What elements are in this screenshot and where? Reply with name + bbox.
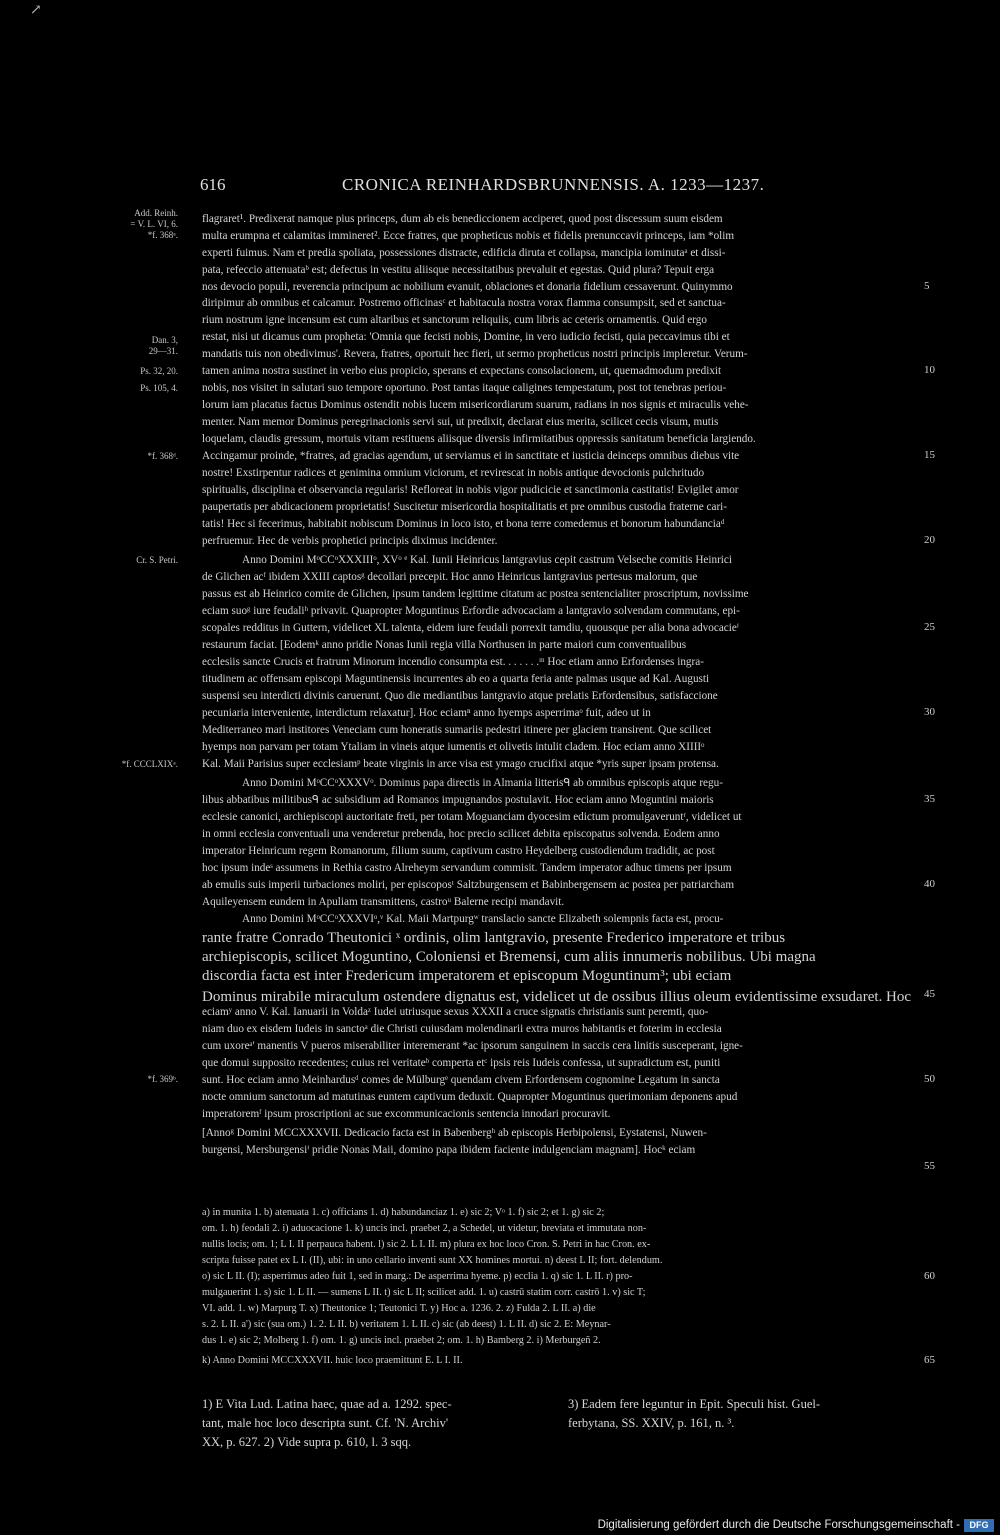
page-number: 616	[200, 175, 226, 194]
footnote-line: XX, p. 627. 2) Vide supra p. 610, l. 3 sqq.	[202, 1435, 412, 1449]
apparatus-line: a) in munita 1. b) atenuata 1. c) officians 1. d) habundanciaz 1. e) sic 2; Vᵒ 1. f) sic 2; et 1. g) sic 2;	[202, 1207, 605, 1218]
text-line: diripimur ab omnibus et calcamur. Postremo officinasᶜ et habitacula nostra vorax flamma consumpsit, sed et sanctua-	[202, 297, 726, 309]
dfg-logo: DFG	[964, 1519, 994, 1532]
text-line: hoc ipsum indeˢ assumens in Rethia castro Alreheym servandum commisit. Tandem imperator adhuc timens per ipsum	[202, 862, 732, 874]
line-number: 30	[924, 706, 935, 718]
text-line: titudinem ac offensam episcopi Maguntinensis incurrentes ab eo a quarta feria ante palmas usque ad Kal. Augusti	[202, 673, 710, 685]
text-line: rium nostrum igne incensum est cum altaribus et sanctorum reliquiis, cum libris ac ceteris ornamentis. Quid ergo	[202, 314, 707, 326]
apparatus-line: nullis locis; om. 1; L I. II perpauca habent. l) sic 2. L I. II. m) plura ex hoc loco Cron. S. Petri in hac Cron. ex-	[202, 1239, 651, 1250]
line-number: 10	[924, 364, 935, 376]
margin-note: *f. 369ᵇ.	[147, 1074, 178, 1084]
apparatus-line: o) sic L II. (I); asperrimus adeo fuit 1, sed in marg.: De asperrima hyeme. p) ecclia 1. q) sic 1. L II. r) pro-	[202, 1271, 633, 1282]
text-line: scopales redditus in Guttern, videlicet XL talenta, eidem iure feudali porrexit tamdiu, quousque per alia bona advocacieⁱ	[202, 622, 739, 634]
line-number: 20	[924, 534, 935, 546]
margin-note: *f. 368ᵃ.	[147, 230, 178, 240]
text-line: Anno Domini MᵒCCᵒXXXIIIᵒ, XVᵒ ᵉ Kal. Iunii Heinricus lantgravius cepit castrum Velseche comitis Heinrici	[242, 554, 732, 566]
text-line: rante fratre Conrado Theutonici ˣ ordinis, olim lantgravio, presente Frederico imperatore et tribus	[202, 930, 786, 946]
margin-note: Cr. S. Petri.	[136, 555, 178, 565]
text-line: imperatoremᶠ ipsum proscriptioni ac sue excommunicacionis sentencia innodari procuravit.	[202, 1108, 611, 1120]
line-number: 40	[924, 878, 935, 890]
text-line: tamen anima nostra sustinet in verbo eius propicio, sperans et expectans consolacionem, ut, quemadmodum predixit	[202, 365, 722, 377]
text-line: nostre! Exstirpentur radices et genimina omnium viciorum, et revirescat in nobis antique devocionis pulchritudo	[202, 467, 705, 479]
line-number: 50	[924, 1073, 935, 1085]
text-line: nobis, nos visitet in salutari suo tempore oportuno. Post tantas itaque caligines tempestatum, post tot tenebras periou-	[202, 382, 727, 394]
text-line: sunt. Hoc eciam anno Meinhardusᵈ comes de Mülburgᵉ quendam civem Erfordensem cognomine Legatum in sancta	[202, 1074, 720, 1086]
footnote-line: tant, male hoc loco descripta sunt. Cf. 'N. Archiv'	[202, 1416, 449, 1430]
digitization-credit: Digitalisierung gefördert durch die Deutsche Forschungsgemeinschaft -	[597, 1519, 960, 1531]
text-line: burgensi, Mersburgensiⁱ pridie Nonas Maii, domino papa ibidem faciente indulgenciam magnam]. Hocᵏ eciam	[202, 1144, 696, 1156]
text-line: discordia facta est inter Fredericum imperatorem et episcopum Moguntinum³; ubi eciam	[202, 968, 732, 984]
line-number: 55	[924, 1160, 935, 1172]
line-number: 15	[924, 449, 935, 461]
text-line: in omni ecclesia conventuali una venderetur prebenda, hoc precio scilicet debita episcopatus solvenda. Eodem anno	[202, 828, 720, 840]
text-line: Dominus mirabile miraculum ostendere dignatus est, videlicet ut de ossibus illius oleum evidentissime exsudaret. Hoc	[202, 989, 912, 1005]
text-line: restat, nisi ut dicamus cum propheta: 'Omnia que fecisti nobis, Domine, in vero iudicio fecisti, quia peccavimus tibi et	[202, 331, 730, 343]
line-number: 25	[924, 621, 935, 633]
text-line: Accingamur proinde, *fratres, ad gracias agendum, ut serviamus ei in sanctitate et iusticia deinceps omnibus diebus vite	[202, 450, 740, 462]
text-line: loquelam, claudis gressum, mortuis vitam restituens aliisque diversis infirmitatibus oppressis sanitatum beneficia largiendo.	[202, 433, 756, 445]
margin-note: *f. CCCLXIXᵃ.	[121, 759, 178, 769]
text-line: paupertatis per abdicacionem proprietatis! Suscitetur misericordia hospitalitatis et pre omnibus custodia fraterne cari-	[202, 501, 728, 513]
text-line: nocte omnium sanctorum ad matutinas euntem captivum deduxit. Quapropter Moguntinus querimoniam deponens apud	[202, 1091, 738, 1103]
text-line: Anno Domini MᵒCCᵒXXXVᵒ. Dominus papa directis in Almania litterisᑫ ab omnibus episcopis atque regu-	[242, 777, 723, 789]
text-line: suspensi seu interdicti divinis caruerunt. Quo die mediantibus lantgravio atque prelatis Erfordensibus, satisfaccione	[202, 690, 718, 702]
apparatus-line: scripta fuisse patet ex L I. (II), ubi: in uno cellario inventi sunt XX homines mortui. n) deest L II; fort. delendum.	[202, 1255, 663, 1266]
text-line: hyemps non parvam per totam Ytaliam in vineis atque iumentis et olivetis intulit cladem. Hoc eciam anno XIIIIᵒ	[202, 741, 705, 753]
text-line: experti fuimus. Nam et predia spoliata, possessiones distracte, edificia diruta et collapsa, mancipia iominutaᵃ et dissi-	[202, 247, 726, 259]
footnote-line: 1) E Vita Lud. Latina haec, quae ad a. 1292. spec-	[202, 1397, 452, 1411]
apparatus-line: VI. add. 1. w) Marpurg T. x) Theutonice 1; Teutonici T. y) Hoc a. 1236. 2. z) Fulda 2. L II. a) die	[202, 1303, 596, 1314]
apparatus-line: k) Anno Domini MCCXXXVII. huic loco praemittunt E. L I. II.	[202, 1355, 463, 1366]
footnote-line: 3) Eadem fere leguntur in Epit. Speculi hist. Guel-	[568, 1397, 821, 1411]
margin-note: Dan. 3, 29—31.	[148, 335, 178, 356]
text-line: perfruemur. Hec de verbis prophetici principis diximus incidenter.	[202, 535, 498, 547]
apparatus-line: om. 1. h) feodali 2. i) aduocacione 1. k) uncis incl. praebet 2, a Schedel, ut videtur, breviata et immutata non-	[202, 1223, 647, 1234]
text-line: Anno Domini MᵒCCᵒXXXVIᵒ,ᵛ Kal. Maii Martpurgʷ translacio sancte Elizabeth solempnis facta est, procu-	[242, 913, 724, 925]
text-line: nos devocio populi, reverencia principum ac nobilium evanuit, oblaciones et donaria fidelium cessaverunt. Quinymmo	[202, 281, 733, 293]
text-line: Mediterraneo mari institores Veneciam cum honeratis sumariis pedestri itinere per glaciem transirent. Que scilicet	[202, 724, 712, 736]
text-line: restaurum faciat. [Eodemᵏ anno pridie Nonas Iunii regia villa Northusen in parte maiori cum conventualibus	[202, 639, 687, 651]
text-line: de Glichen acᶠ ibidem XXIII captosᵍ decollari precepit. Hoc anno Heinricus lantgravius pertesus malorum, que	[202, 571, 698, 583]
line-number: 60	[924, 1270, 935, 1282]
text-line: niam duo ex eisdem Iudeis in sanctoᵃ die Christi cuiusdam molendinarii extra muros habitantis et foterim in ecclesia	[202, 1023, 722, 1035]
running-header	[200, 175, 780, 201]
text-line: cum uxoreᵃ' manentis V pueros miserabiliter interemerant *ac ipsorum sanguinem in saccis cera linitis susceperant, igne-	[202, 1040, 743, 1052]
text-line: Kal. Maii Parisius super ecclesiamᵖ beate virginis in arce visa est ymago crucifixi atque *yris super ipsam protensa.	[202, 758, 719, 770]
text-line: eciamʸ anno V. Kal. Ianuarii in Voldaᶻ Iudei utriusque sexus XXXII a cruce signatis christianis sunt peremti, quo-	[202, 1006, 709, 1018]
text-line: imperator Heinricum regem Romanorum, filium suum, captivum castro Heydelberg custodiendum tradidit, ac post	[202, 845, 715, 857]
text-line: archiepiscopis, scilicet Moguntino, Coloniensi et Bremensi, cum aliis innumeris nobilibus. Ubi magna	[202, 949, 816, 965]
corner-mark: ↗	[30, 2, 42, 18]
line-number: 45	[924, 988, 935, 1000]
text-line: ecclesiis sancte Crucis et fratrum Minorum incendio consumpta est. . . . . . .ᵐ Hoc etiam anno Erfordenses ingra-	[202, 656, 704, 668]
text-line: spiritualis, disciplina et observancia regularis! Refloreat in nobis vigor pudicicie et sanctimonia castitatis! Evigilet amor	[202, 484, 739, 496]
text-line: multa erumpna et calamitas immineret². Ecce fratres, que propheticus nobis et fidelis prenunccavit princeps, iam *olim	[202, 230, 735, 242]
footnote-line: ferbytana, SS. XXIV, p. 161, n. ³.	[568, 1416, 735, 1430]
margin-note: *f. 368ᵈ.	[147, 451, 178, 461]
text-line: menter. Nam memor Dominus peregrinacionis servi sui, ut predixit, declarat eius merita, scilicet cecis visum, mutis	[202, 416, 719, 428]
line-number: 35	[924, 793, 935, 805]
text-line: flagraret¹. Predixerat namque pius princeps, dum ab eis benediccionem acciperet, quod post discessum suum eisdem	[202, 213, 723, 225]
text-line: que domui supposito recedentes; cuius rei veritateᵇ comperta etᶜ ipsis reis Iudeis confessa, ut supradictum est, puniti	[202, 1057, 721, 1069]
text-line: eciam suoᵍ iure feudaliʰ privavit. Quapropter Moguntinus Erfordie advocaciam a lantgravio solvendam commutans, epi-	[202, 605, 740, 617]
text-line: tatis! Hec si fecerimus, habitabit nobiscum Dominus in loco isto, et bona terre comedemus et bonorum habundanciaᵈ	[202, 518, 725, 530]
apparatus-line: mulgauerint 1. s) sic 1. L II. — sumens L II. t) sic L II; scilicet add. 1. u) castrū statim corr. castrō 1. v) sic T;	[202, 1287, 646, 1298]
margin-note: Ps. 32, 20.	[140, 366, 178, 376]
line-number: 65	[924, 1354, 935, 1366]
apparatus-line: s. 2. L II. a') sic (sua om.) 1. 2. L II. b) veritatem 1. L II. c) sic (ab deest) 1. L II. d) sic 2. E: Meynar-	[202, 1319, 611, 1330]
text-line: Aquileyensem eundem in Apuliam transmittens, castroᵘ Balerne recipi mandavit.	[202, 896, 565, 908]
margin-note: Ps. 105, 4.	[140, 383, 178, 393]
text-line: [Annoᵍ Domini MCCXXXVII. Dedicacio facta est in Babenbergʰ ab episcopis Herbipolensi, Eystatensi, Nuwen-	[202, 1127, 707, 1139]
running-title: CRONICA REINHARDSBRUNNENSIS. A. 1233—1237.	[342, 175, 765, 194]
text-line: libus abbatibus militibusᑫ ac subsidium ad Romanos impugnandos postulavit. Hoc eciam anno Moguntini maioris	[202, 794, 714, 806]
text-line: ecclesie canonici, archiepiscopi auctoritate freti, per totam Moguanciam dyocesim edictum promulgaveruntʳ, videlicet ut	[202, 811, 742, 823]
margin-note: Add. Reinh. = V. L. VI, 6.	[130, 208, 178, 229]
text-line: passus est ab Heinrico comite de Glichen, ipsum tandem legittime citatum ac postea sentencialiter proscriptum, novissime	[202, 588, 749, 600]
text-line: mandatis tuis non obedivimus'. Revera, fratres, oportuit hec fieri, ut sermo propheticus nostri principis impleretur. Verum-	[202, 348, 748, 360]
text-line: ab emulis suis imperii turbaciones moliri, per episcoposᵗ Saltzburgensem et Babinbergensem ac postea per patriarcham	[202, 879, 735, 891]
text-line: pecuniaria interveniente, interdictum relaxatur]. Hoc eciamⁿ anno hyemps asperrimaᵒ fuit, adeo ut in	[202, 707, 651, 719]
text-line: pata, refeccio attenuataᵇ est; defectus in vestitu aliisque necessitatibus prevaluit et egestas. Quid plura? Tepuit erga	[202, 264, 715, 276]
line-number: 5	[924, 280, 930, 292]
text-line: lorum iam placatus factus Dominus ostendit nobis lucem misericordiarum suarum, radians in nos signis et miraculis vehe-	[202, 399, 749, 411]
apparatus-line: dus 1. e) sic 2; Molberg 1. f) om. 1. g) uncis incl. praebet 2; om. 1. h) Bamberg 2. i) Merburgeñ 2.	[202, 1335, 601, 1346]
